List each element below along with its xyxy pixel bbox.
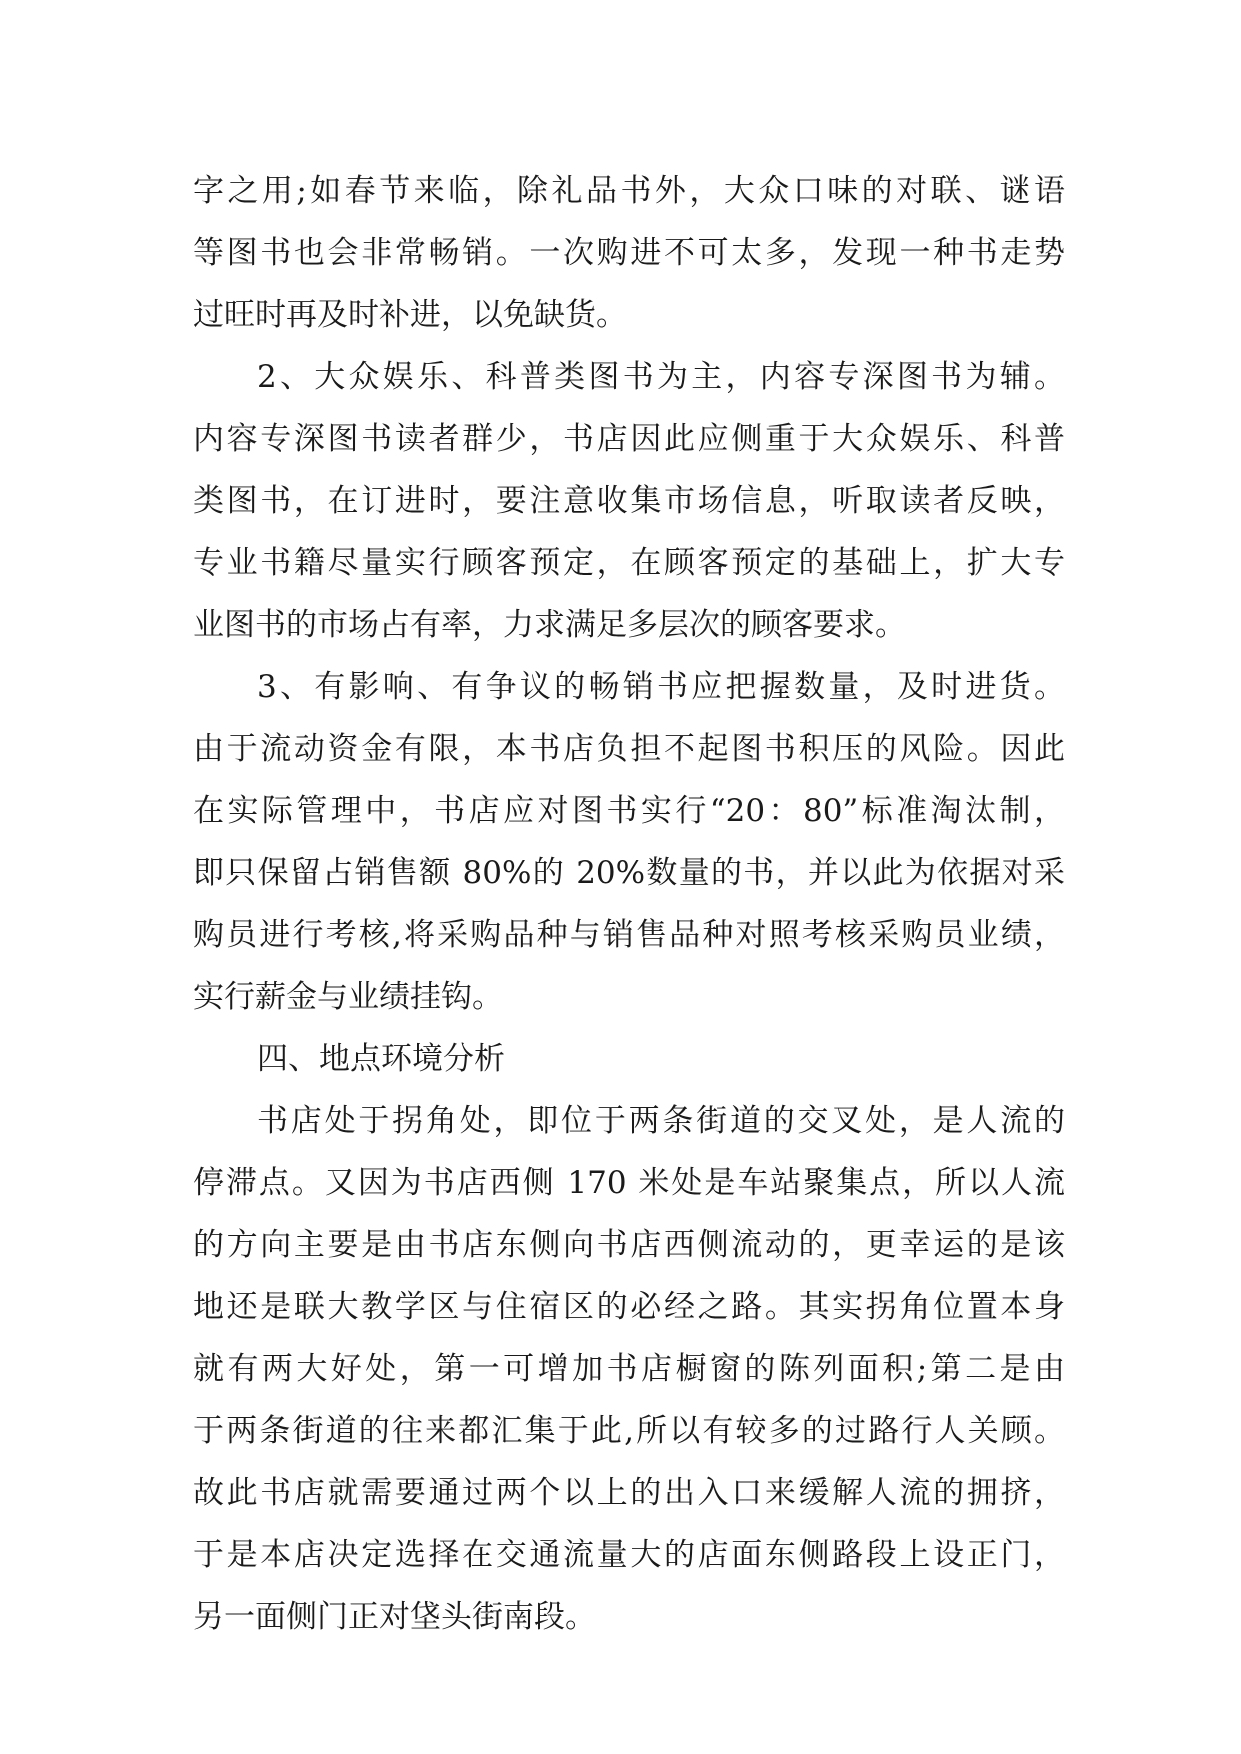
text-line: 专业书籍尽量实行顾客预定，在顾客预定的基础上，扩大专 [193, 545, 1065, 581]
text-line: 类图书，在订进时，要注意收集市场信息，听取读者反映， [193, 483, 1065, 519]
text-line: 就有两大好处，第一可增加书店橱窗的陈列面积;第二是由 [193, 1351, 1065, 1387]
text-line: 内容专深图书读者群少，书店因此应侧重于大众娱乐、科普 [193, 421, 1065, 457]
document-body [193, 160, 1065, 1648]
text-line: 于是本店决定选择在交通流量大的店面东侧路段上设正门， [193, 1537, 1065, 1573]
text-line: 由于流动资金有限，本书店负担不起图书积压的风险。因此 [193, 731, 1065, 767]
text-line: 于两条街道的往来都汇集于此,所以有较多的过路行人关顾。 [193, 1413, 1065, 1449]
text-line: 过旺时再及时补进，以免缺货。 [193, 297, 627, 333]
text-line: 等图书也会非常畅销。一次购进不可太多，发现一种书走势 [193, 235, 1065, 271]
section-heading: 四、地点环境分析 [257, 1041, 505, 1077]
text-line: 购员进行考核,将采购品种与销售品种对照考核采购员业绩， [193, 917, 1065, 953]
text-line: 实行薪金与业绩挂钩。 [193, 979, 503, 1015]
text-line: 停滞点。又因为书店西侧 170 米处是车站聚集点，所以人流 [193, 1165, 1065, 1201]
text-line: 的方向主要是由书店东侧向书店西侧流动的，更幸运的是该 [193, 1227, 1065, 1263]
text-line: 故此书店就需要通过两个以上的出入口来缓解人流的拥挤， [193, 1475, 1065, 1511]
text-line: 即只保留占销售额 80%的 20%数量的书，并以此为依据对采 [193, 855, 1065, 891]
text-line: 字之用;如春节来临，除礼品书外，大众口味的对联、谜语 [193, 173, 1065, 209]
text-line: 业图书的市场占有率，力求满足多层次的顾客要求。 [193, 607, 906, 643]
paragraph-heading-2: 2、大众娱乐、科普类图书为主，内容专深图书为辅。 [257, 359, 1065, 395]
text-line: 另一面侧门正对垡头街南段。 [193, 1599, 596, 1635]
text-line: 书店处于拐角处，即位于两条街道的交叉处，是人流的 [257, 1103, 1065, 1139]
text-line: 在实际管理中，书店应对图书实行“20：80”标准淘汰制， [193, 793, 1065, 829]
text-line: 地还是联大教学区与住宿区的必经之路。其实拐角位置本身 [193, 1289, 1065, 1325]
paragraph-heading-3: 3、有影响、有争议的畅销书应把握数量，及时进货。 [257, 669, 1065, 705]
